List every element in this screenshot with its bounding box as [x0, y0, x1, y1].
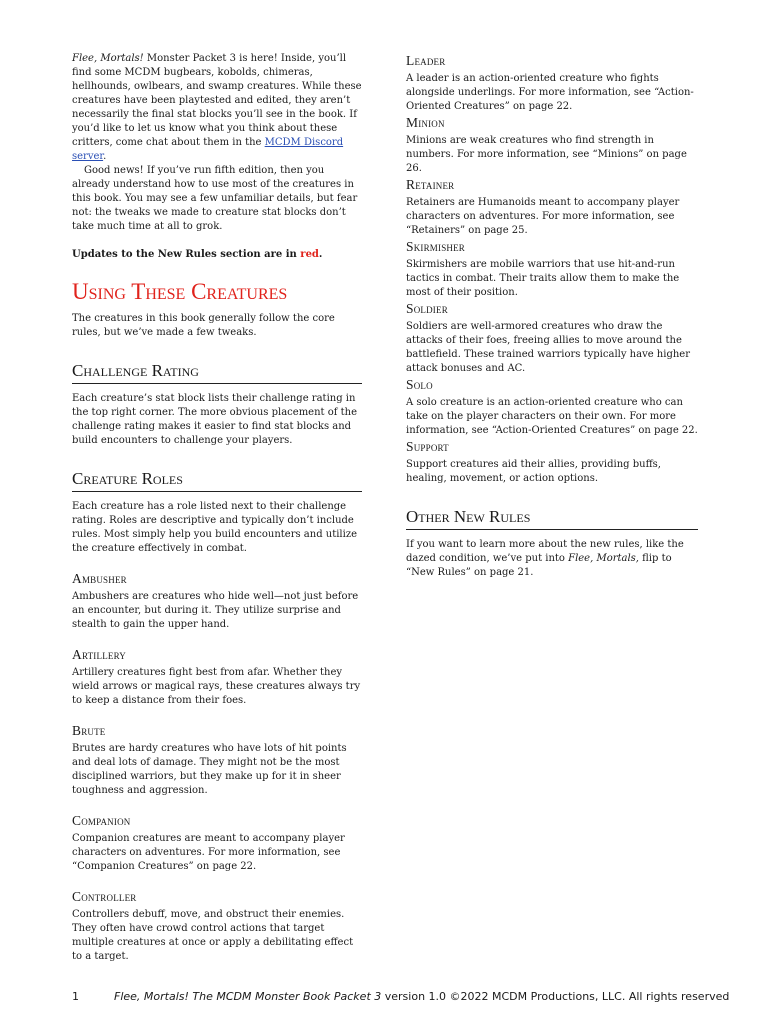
role-support — [406, 438, 698, 486]
footer-book-title: Flee, Mortals! The MCDM Monster Book Packet 3 — [114, 990, 382, 1003]
role-text: Companion creatures are meant to accompany player characters on adventures. For more information, see “Companion Creatures” on page 22. — [72, 833, 345, 872]
role-text: Minions are weak creatures who find strength in numbers. For more information, see “Minions” on page 26. — [406, 135, 687, 174]
role-minion — [406, 114, 698, 176]
role-heading: Leader — [406, 53, 446, 68]
role-companion — [72, 812, 362, 874]
intro-paragraph — [72, 52, 362, 164]
page-footer — [72, 990, 730, 1003]
discord-server-link[interactable]: MCDM Discord server — [72, 137, 344, 162]
roles-text: Each creature has a role listed next to their challenge rating. Roles are descriptive and typically don’t include rules. Most simply help you build encounters and utilize the creature effectively in combat. — [72, 501, 358, 554]
role-heading: Controller — [72, 889, 137, 904]
role-text: Retainers are Humanoids meant to accompany player characters on adventures. For more information, see “Retainers” on page 25. — [406, 197, 680, 236]
role-text: Skirmishers are mobile warriors that use hit-and-run tactics in combat. Their traits allow them to make the most of their position. — [406, 259, 680, 298]
updates-note — [72, 248, 362, 262]
book-title-ref: Flee, Mortals, — [568, 553, 639, 564]
role-text: Soldiers are well-armored creatures who draw the attacks of their foes, freeing allies to move around the battlefield. These trained warriors typically have higher attack bonuses and AC. — [406, 321, 690, 374]
role-heading: Support — [406, 439, 449, 454]
other-rules-text-before: If you want to learn more about the new rules, like the dazed condition, we’ve put into — [406, 539, 684, 564]
book-title: Flee, Mortals! — [72, 53, 144, 64]
role-text: Artillery creatures fight best from afar. Whether they wield arrows or magical rays, these creatures always try to keep a distance from their foes. — [72, 667, 361, 706]
other-new-rules-heading: Other New Rules — [406, 506, 698, 530]
role-heading: Minion — [406, 115, 445, 130]
role-heading: Brute — [72, 723, 106, 738]
intro-text: Monster Packet 3 is here! Inside, you’ll find some MCDM bugbears, kobolds, chimeras, hellhounds, owlbears, and swamp creatures. While these creatures have been playtested and edited, they aren’t necessarily the final stat blocks you’ll see in the book. If you’d like to let us know what you think about these critters, come chat about them in the — [72, 53, 362, 148]
role-solo — [406, 376, 698, 438]
role-heading: Soldier — [406, 301, 448, 316]
page-number: 1 — [72, 990, 79, 1003]
role-heading: Companion — [72, 813, 131, 828]
good-news-paragraph: Good news! If you’ve run fifth edition, then you already understand how to use most of the creatures in this book. You may see a few unfamiliar details, but fear not: the tweaks we made to creature stat blocks don’t take much time at all to grok. — [72, 165, 358, 232]
role-heading: Artillery — [72, 647, 127, 662]
role-text: Ambushers are creatures who hide well—not just before an encounter, but during it. They utilize surprise and stealth to gain the upper hand. — [72, 591, 359, 630]
role-controller — [72, 888, 362, 964]
role-artillery — [72, 646, 362, 708]
other-rules-text-after: flip to “New Rules” on page 21. — [406, 553, 672, 578]
role-text: Support creatures aid their allies, providing buffs, healing, movement, or action options. — [406, 459, 661, 484]
creature-roles-heading: Creature Roles — [72, 468, 362, 492]
role-heading: Skirmisher — [406, 239, 466, 254]
updates-text: Updates to the New Rules section are in — [72, 249, 301, 260]
role-skirmisher — [406, 238, 698, 300]
using-text: The creatures in this book generally follow the core rules, but we’ve made a few tweaks. — [72, 313, 335, 338]
updates-red-word: red — [300, 249, 319, 260]
intro-end: . — [103, 151, 107, 162]
role-text: A solo creature is an action-oriented creature who can take on the player characters on their own. For more information, see “Action-Oriented Creatures” on page 22. — [406, 397, 698, 436]
role-heading: Solo — [406, 377, 433, 392]
left-column — [72, 52, 362, 964]
challenge-rating-heading: Challenge Rating — [72, 360, 362, 384]
right-column — [406, 52, 698, 580]
challenge-text: Each creature’s stat block lists their challenge rating in the top right corner. The more obvious placement of the challenge rating makes it easier to find stat blocks and build encounters to challenge your players. — [72, 393, 358, 446]
footer-copyright: version 1.0 ©2022 MCDM Productions, LLC. All rights reserved — [381, 990, 730, 1003]
role-heading: Ambusher — [72, 571, 127, 586]
role-soldier — [406, 300, 698, 376]
role-text: A leader is an action-oriented creature who fights alongside underlings. For more information, see “Action-Oriented Creatures” on page 22. — [406, 73, 694, 112]
role-text: Brutes are hardy creatures who have lots of hit points and deal lots of damage. They might not be the most disciplined warriors, but they make up for it in sheer toughness and aggression. — [72, 743, 347, 796]
role-heading: Retainer — [406, 177, 455, 192]
role-text: Controllers debuff, move, and obstruct their enemies. They often have crowd control actions that target multiple creatures at once or apply a debilitating effect to a target. — [72, 909, 354, 962]
role-ambusher — [72, 570, 362, 632]
role-leader — [406, 52, 698, 114]
role-retainer — [406, 176, 698, 238]
updates-end: . — [318, 249, 323, 260]
other-rules-text — [406, 538, 698, 580]
role-brute — [72, 722, 362, 798]
using-these-creatures-heading: Using These Creatures — [72, 279, 288, 304]
